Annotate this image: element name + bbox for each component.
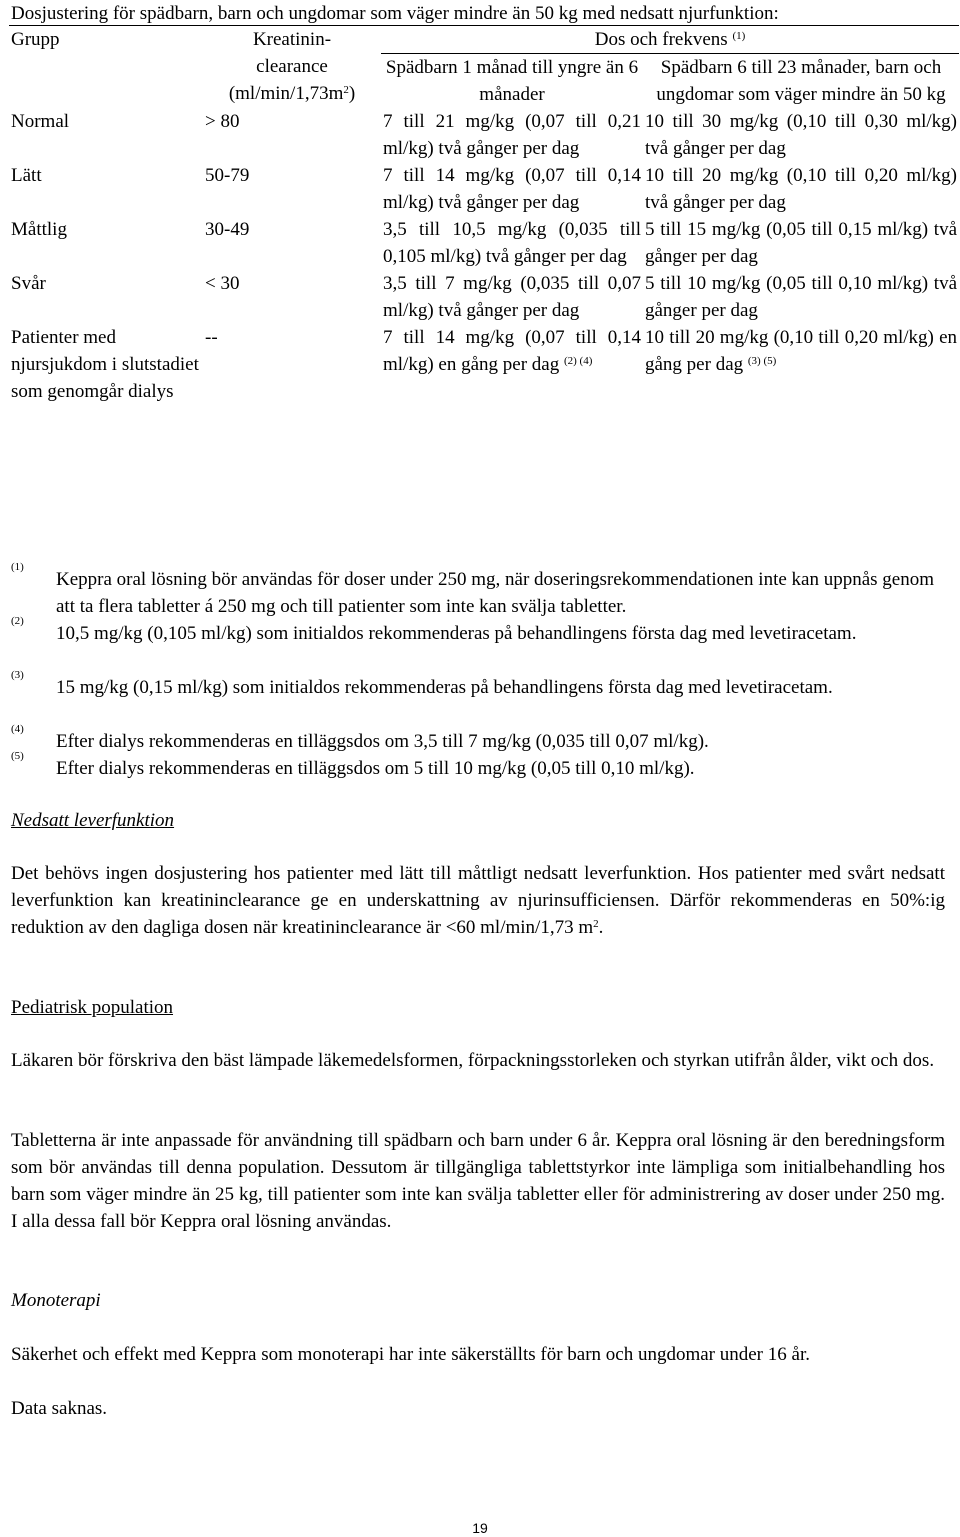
- cell-children-dose: 10 till 20 mg/kg (0,10 till 0,20 ml/kg) två gånger per dag: [645, 165, 958, 213]
- table-row: [9, 216, 959, 270]
- table-header-row: [9, 26, 959, 54]
- cell-children-dose: 5 till 15 mg/kg (0,05 till 0,15 ml/kg) två gånger per dag: [645, 219, 958, 267]
- cell-group: Normal: [11, 111, 70, 132]
- cell-infants-dose: 3,5 till 10,5 mg/kg (0,035 till 0,105 ml/kg) två gånger per dag: [383, 219, 641, 267]
- cell-clearance: 30-49: [205, 219, 250, 240]
- header-group: Grupp: [9, 26, 203, 109]
- footnote-mark: (3): [11, 669, 24, 681]
- paragraph-liver: Det behövs ingen dosjustering hos patienter med lätt till måttligt nedsatt leverfunktion. Hos patienter med svårt nedsatt leverfunktion kan kreatininclearance ge en underskattning av njurinsufficiensen. Därför rekommenderas en 50%:ig reduktion av den dagliga dosen när kreatininclearance är <60 ml/min/1,73 $m^2$.: [11, 863, 945, 938]
- section-heading-pediatric: Pediatrisk population: [11, 997, 174, 1018]
- section-heading-monotherapy: Monoterapi: [11, 1290, 101, 1311]
- cell-infants-dose: 3,5 till 7 mg/kg (0,035 till 0,07 ml/kg) två gånger per dag: [383, 273, 641, 321]
- cell-children-dose: 10 till 30 mg/kg (0,10 till 0,30 ml/kg) två gånger per dag: [645, 111, 958, 159]
- footnote-text: 15 mg/kg (0,15 ml/kg) som initialdos rekommenderas på behandlingens första dag med levetiracetam.: [56, 677, 833, 698]
- footnote: [11, 669, 949, 701]
- table-caption: Dosjustering för spädbarn, barn och ungdomar som väger mindre än 50 kg med nedsatt njurfunktion:: [11, 3, 779, 24]
- paragraph-pediatric-1: Läkaren bör förskriva den bäst lämpade läkemedelsformen, förpackningsstorleken och styrkan utifrån ålder, vikt och dos.: [11, 1050, 935, 1071]
- footnote-text: 10,5 mg/kg (0,105 ml/kg) som initialdos rekommenderas på behandlingens första dag med levetiracetam.: [56, 623, 857, 644]
- cell-clearance: --: [205, 327, 218, 348]
- table-row: [9, 270, 959, 324]
- header-children: Spädbarn 6 till 23 månader, barn och ungdomar som väger mindre än 50 kg: [643, 54, 959, 109]
- paragraph-monotherapy-1: Säkerhet och effekt med Keppra som monoterapi har inte säkerställts för barn och ungdomar under 16 år.: [11, 1344, 810, 1365]
- cell-clearance: 50-79: [205, 165, 250, 186]
- paragraph-monotherapy-2: Data saknas.: [11, 1398, 108, 1419]
- dose-table: [9, 25, 959, 405]
- footnote-mark: (1): [11, 561, 24, 573]
- footnote: [11, 615, 949, 647]
- cell-infants-dose: 7 till 21 mg/kg (0,07 till 0,21 ml/kg) två gånger per dag: [383, 111, 641, 159]
- table-row: [9, 162, 959, 216]
- footnote: [11, 723, 949, 755]
- cell-group: Lätt: [11, 165, 42, 186]
- cell-children-dose: 10 till 20 mg/kg (0,10 till 0,20 ml/kg) en gång per dag $^{(3) (5)}$: [645, 327, 958, 375]
- cell-group: Måttlig: [11, 219, 67, 240]
- footnote: [11, 750, 949, 782]
- footnote-text: Keppra oral lösning bör användas för doser under 250 mg, när doseringsrekommendationen inte kan uppnås genom att ta flera tabletter á 250 mg och till patienter som inte kan svälja tabletter.: [56, 569, 934, 617]
- section-heading-liver: Nedsatt leverfunktion: [11, 810, 175, 831]
- cell-clearance: > 80: [205, 111, 240, 132]
- page-number: 19: [472, 1520, 488, 1536]
- cell-children-dose: 5 till 10 mg/kg (0,05 till 0,10 ml/kg) två gånger per dag: [645, 273, 958, 321]
- footnote-text: Efter dialys rekommenderas en tilläggsdos om 5 till 10 mg/kg (0,05 till 0,10 ml/kg).: [56, 758, 695, 779]
- cell-clearance: < 30: [205, 273, 240, 294]
- cell-group: Patienter med njursjukdom i slutstadiet som genomgår dialys: [11, 327, 199, 402]
- footnote-text: Efter dialys rekommenderas en tilläggsdos om 3,5 till 7 mg/kg (0,035 till 0,07 ml/kg).: [56, 731, 709, 752]
- footnote: [11, 561, 949, 620]
- footnote-mark: (2): [11, 615, 24, 627]
- header-dose-frequency: Dos och frekvens $^{(1)}$: [381, 26, 959, 54]
- cell-group: Svår: [11, 273, 46, 294]
- footnote-mark: (5): [11, 750, 24, 762]
- cell-infants-dose: 7 till 14 mg/kg (0,07 till 0,14 ml/kg) en gång per dag $^{(2) (4)}$: [383, 327, 641, 375]
- paragraph-pediatric-2: Tabletterna är inte anpassade för användning till spädbarn och barn under 6 år. Keppra oral lösning är den beredningsform som bör användas till denna population. Dessutom är tillgängliga tablettstyrkor inte lämpliga som initialbehandling hos barn som väger mindre än 25 kg, till patienter som inte kan svälja tabletter eller för administrering av doser under 250 mg. I alla dessa fall bör Keppra oral lösning användas.: [11, 1130, 945, 1232]
- cell-infants-dose: 7 till 14 mg/kg (0,07 till 0,14 ml/kg) två gånger per dag: [383, 165, 641, 213]
- header-clearance: Kreatinin- clearance $(ml/\min/1,73m^2)$: [203, 26, 381, 109]
- table-row: [9, 108, 959, 162]
- header-infants: Spädbarn 1 månad till yngre än 6 månader: [381, 54, 643, 109]
- footnote-mark: (4): [11, 723, 24, 735]
- table-row: [9, 324, 959, 405]
